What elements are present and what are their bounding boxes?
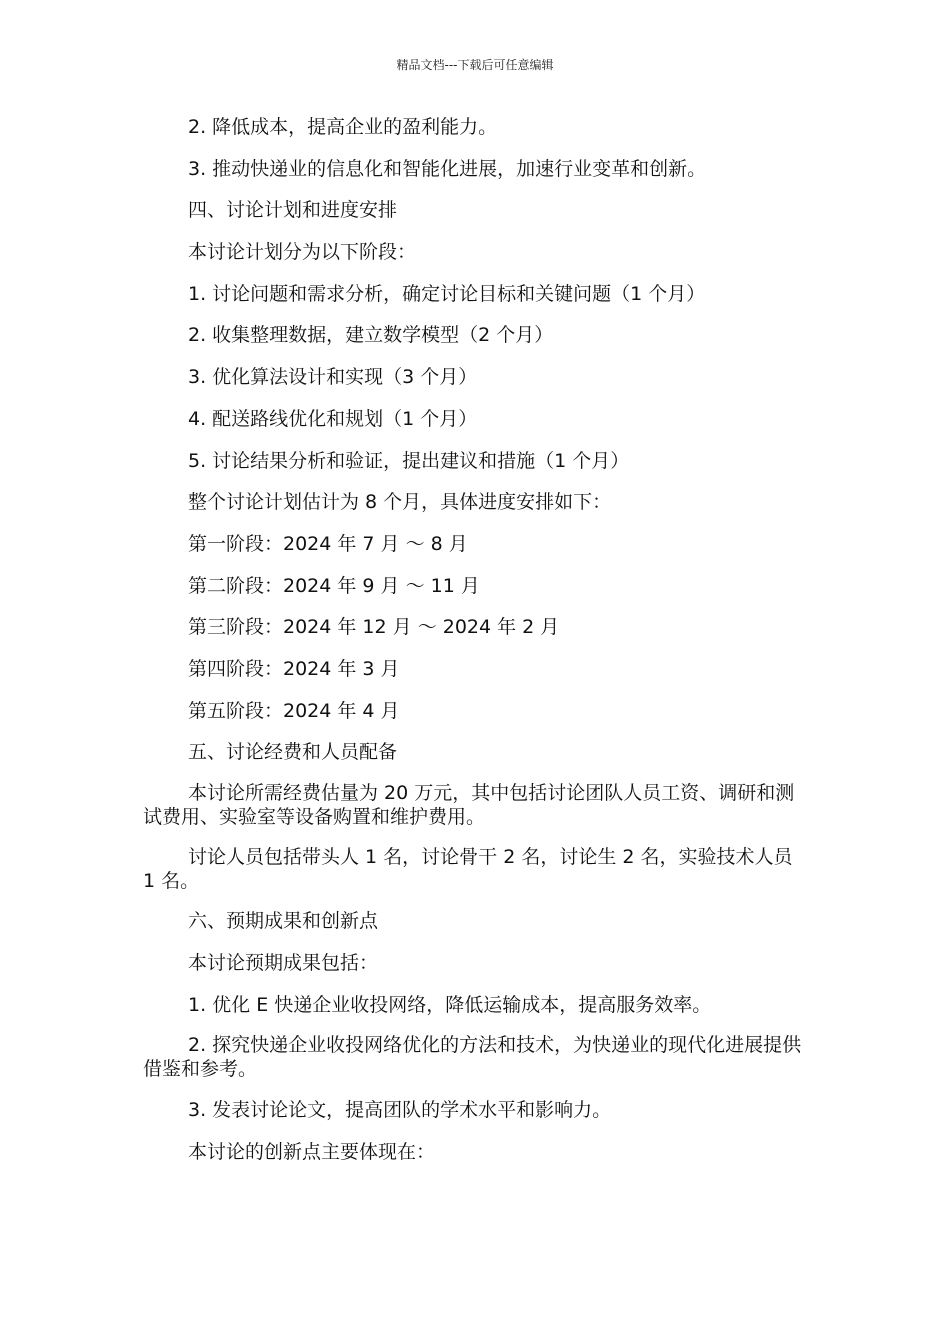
document-body (143, 114, 808, 1181)
section-6-heading: 六、预期成果和创新点 (188, 910, 379, 933)
plan-step-3: 3. 优化算法设计和实现（3 个月） (188, 366, 478, 389)
schedule-phase-1: 第一阶段：2024 年 7 月 ～ 8 月 (188, 532, 468, 555)
plan-step-5: 5. 讨论结果分析和验证，提出建议和措施（1 个月） (188, 449, 630, 472)
plan-step-2: 2. 收集整理数据，建立数学模型（2 个月） (188, 324, 554, 347)
innovation-intro: 本讨论的创新点主要体现在： (188, 1140, 436, 1163)
funding-paragraph: 本讨论所需经费估量为 20 万元，其中包括讨论团队人员工资、调研和测试费用、实验室等设备购置和维护费用。 (143, 782, 795, 828)
section-5-heading: 五、讨论经费和人员配备 (188, 741, 398, 764)
schedule-phase-2: 第二阶段：2024 年 9 月 ～ 11 月 (188, 574, 480, 597)
schedule-intro: 整个讨论计划估计为 8 个月，具体进度安排如下： (188, 491, 612, 514)
plan-intro: 本讨论计划分为以下阶段： (188, 241, 417, 264)
outcome-item-2: 2. 探究快递企业收投网络优化的方法和技术，为快递业的现代化进展提供借鉴和参考。 (143, 1034, 802, 1081)
goal-item-3: 3. 推动快递业的信息化和智能化进展，加速行业变革和创新。 (188, 157, 707, 180)
schedule-phase-5: 第五阶段：2024 年 4 月 (188, 699, 400, 722)
plan-step-1: 1. 讨论问题和需求分析，确定讨论目标和关键问题（1 个月） (188, 282, 706, 305)
schedule-phase-4: 第四阶段：2024 年 3 月 (188, 657, 400, 680)
page-header: 精品文档---下载后可任意编辑 (396, 58, 554, 72)
outcome-item-3: 3. 发表讨论论文，提高团队的学术水平和影响力。 (188, 1099, 612, 1122)
outcomes-intro: 本讨论预期成果包括： (188, 952, 379, 975)
section-4-heading: 四、讨论计划和进度安排 (188, 199, 398, 222)
outcome-item-1: 1. 优化 E 快递企业收投网络，降低运输成本，提高服务效率。 (188, 993, 712, 1016)
plan-step-4: 4. 配送路线优化和规划（1 个月） (188, 407, 478, 430)
goal-item-2: 2. 降低成本，提高企业的盈利能力。 (188, 116, 498, 138)
schedule-phase-3: 第三阶段：2024 年 12 月 ～ 2024 年 2 月 (188, 616, 560, 639)
staff-paragraph: 讨论人员包括带头人 1 名，讨论骨干 2 名，讨论生 2 名，实验技术人员 1 名。 (143, 845, 793, 892)
